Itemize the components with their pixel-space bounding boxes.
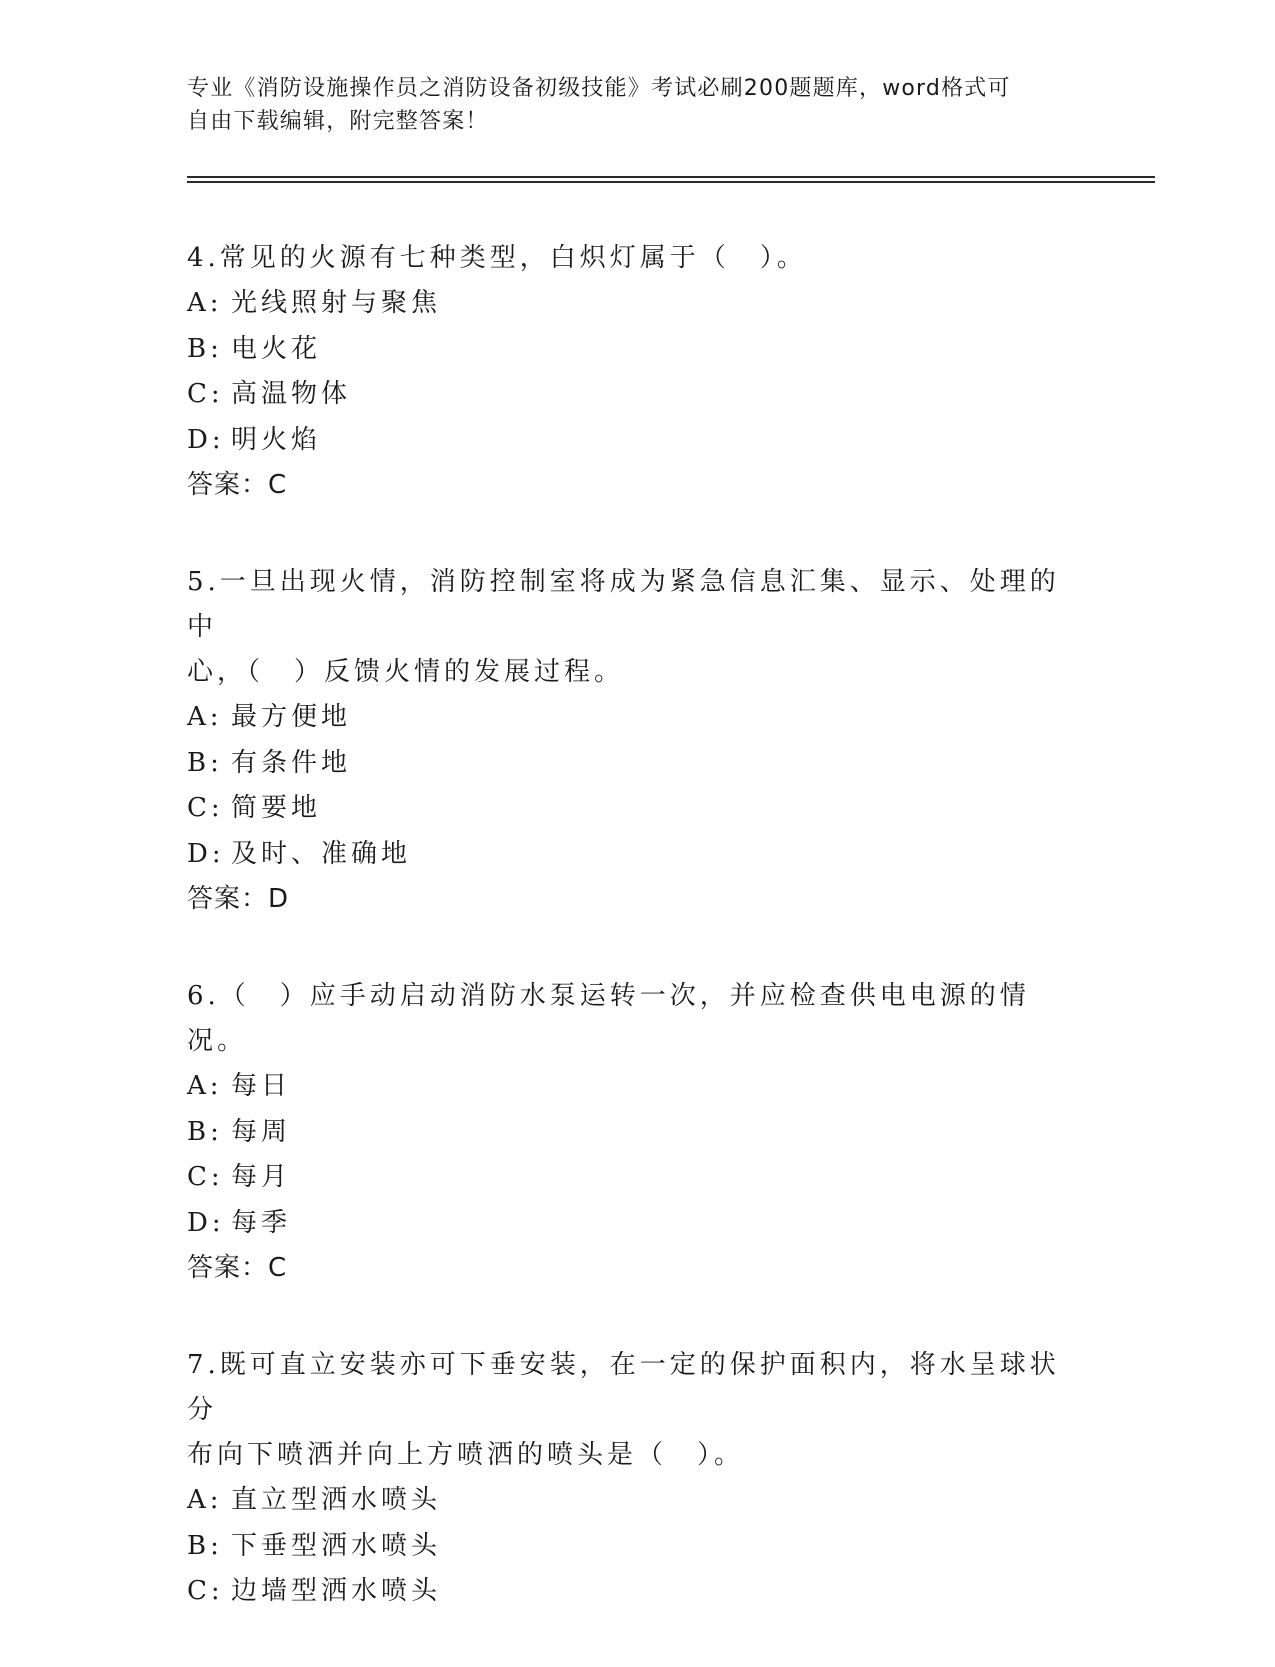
option-item bbox=[187, 1569, 1067, 1615]
header-line-2: 自由下载编辑，附完整答案！ bbox=[187, 109, 489, 134]
option-list bbox=[187, 1064, 1067, 1246]
option-text: 每周 bbox=[231, 1116, 292, 1147]
option-item bbox=[187, 832, 1067, 878]
option-item bbox=[187, 1524, 1067, 1570]
option-item bbox=[187, 741, 1067, 787]
question-text: 7.既可直立安装亦可下垂安装，在一定的保护面积内，将水呈球状分 bbox=[187, 1350, 1060, 1425]
option-text: 下垂型洒水喷头 bbox=[231, 1530, 442, 1561]
option-text: 直立型洒水喷头 bbox=[231, 1485, 442, 1515]
option-letter: C: bbox=[187, 379, 224, 409]
document-header bbox=[187, 72, 1087, 138]
option-item bbox=[187, 1110, 1067, 1156]
question-list bbox=[187, 236, 1067, 1667]
option-letter: B: bbox=[187, 333, 223, 364]
question-item bbox=[187, 236, 1067, 508]
option-letter: A: bbox=[187, 1071, 223, 1101]
option-text: 高温物体 bbox=[231, 379, 352, 409]
answer-line: 答案：D bbox=[187, 884, 290, 914]
option-text: 每月 bbox=[231, 1162, 292, 1192]
answer-line: 答案：C bbox=[187, 1253, 288, 1283]
header-divider-bottom bbox=[187, 181, 1155, 183]
option-letter: C: bbox=[187, 1576, 224, 1606]
option-item bbox=[187, 695, 1067, 741]
option-item bbox=[187, 281, 1067, 327]
option-letter: D: bbox=[187, 1207, 225, 1238]
option-item bbox=[187, 1155, 1067, 1201]
option-letter: D: bbox=[187, 424, 225, 455]
option-letter: B: bbox=[187, 1116, 223, 1147]
option-item bbox=[187, 786, 1067, 832]
option-list bbox=[187, 281, 1067, 463]
option-text: 每季 bbox=[231, 1207, 292, 1238]
question-item bbox=[187, 1343, 1067, 1615]
option-letter: A: bbox=[187, 702, 223, 732]
option-item bbox=[187, 1201, 1067, 1247]
option-text: 光线照射与聚焦 bbox=[231, 288, 442, 318]
option-text: 简要地 bbox=[231, 793, 322, 823]
option-text: 每日 bbox=[231, 1071, 292, 1101]
option-item bbox=[187, 1064, 1067, 1110]
option-text: 边墙型洒水喷头 bbox=[231, 1576, 442, 1606]
option-letter: C: bbox=[187, 1162, 224, 1192]
option-letter: D: bbox=[187, 838, 225, 869]
option-text: 有条件地 bbox=[231, 747, 352, 778]
header-line-1: 专业《消防设施操作员之消防设备初级技能》考试必刷200题题库，word格式可 bbox=[187, 76, 1011, 101]
option-item bbox=[187, 1478, 1067, 1524]
option-item bbox=[187, 418, 1067, 464]
option-text: 最方便地 bbox=[231, 702, 352, 732]
option-letter: C: bbox=[187, 793, 224, 823]
question-text: 6.（ ）应手动启动消防水泵运转一次，并应检查供电电源的情况。 bbox=[187, 981, 1030, 1056]
question-text-continued: 心，（ ）反馈火情的发展过程。 bbox=[187, 657, 625, 687]
question-item bbox=[187, 560, 1067, 922]
header-divider-top bbox=[187, 176, 1155, 178]
answer-line: 答案：C bbox=[187, 470, 288, 500]
option-list bbox=[187, 1478, 1067, 1615]
option-text: 明火焰 bbox=[231, 424, 322, 455]
option-item bbox=[187, 372, 1067, 418]
question-text-continued: 布向下喷洒并向上方喷洒的喷头是（ ）。 bbox=[187, 1440, 745, 1470]
option-letter: B: bbox=[187, 747, 223, 778]
option-letter: B: bbox=[187, 1530, 223, 1561]
option-text: 及时、准确地 bbox=[231, 838, 412, 869]
option-letter: A: bbox=[187, 1485, 223, 1515]
option-text: 电火花 bbox=[231, 333, 322, 364]
option-letter: A: bbox=[187, 288, 223, 318]
question-text: 4.常见的火源有七种类型，白炽灯属于（ ）。 bbox=[187, 243, 807, 273]
question-text: 5.一旦出现火情，消防控制室将成为紧急信息汇集、显示、处理的中 bbox=[187, 567, 1060, 642]
question-item bbox=[187, 974, 1067, 1291]
option-list bbox=[187, 695, 1067, 877]
option-item bbox=[187, 327, 1067, 373]
